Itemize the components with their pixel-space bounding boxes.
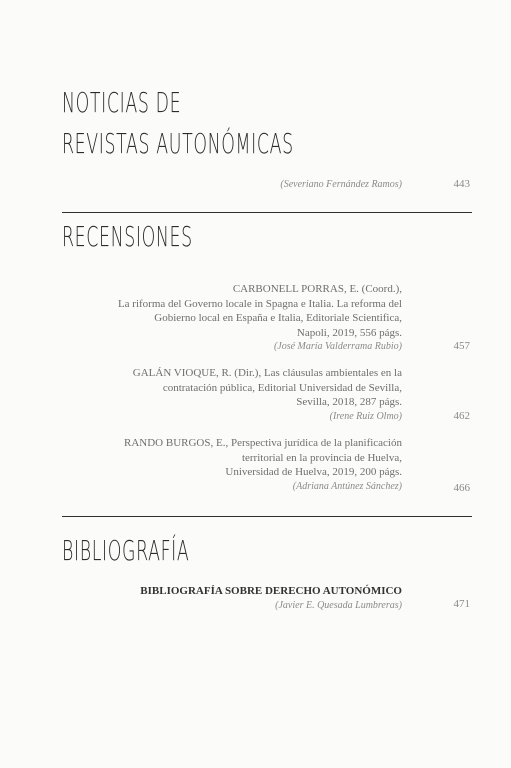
entry-line: territorial en la provincia de Huelva, [241,451,402,464]
entry-line: La riforma del Governo locale in Spagna e Italia. La reforma del [117,297,402,310]
entry-line: Sevilla, 2018, 287 págs. [296,396,402,408]
entry-author: (José María Valderrama Rubio) [273,341,402,352]
entry-line: GALÁN VIOQUE, R. (Dir.), Las cláusulas ambientales en la [132,367,402,379]
entry-line: RANDO BURGOS, E., Perspectiva jurídica de la planificación [124,437,402,449]
recension-entry [80,436,402,494]
entry-author: (Adriana Antúnez Sánchez) [292,480,402,492]
entry-author: (Irene Ruiz Olmo) [329,410,402,422]
entry-page-number: 462 [453,410,470,422]
entry-author: (Javier E. Quesada Lumbreras) [275,599,402,611]
recension-entry [80,366,402,424]
entry-line: contratación pública, Editorial Universidad de Sevilla, [162,381,402,394]
section-title-noticias-line1: NOTICIAS DE [62,86,182,119]
section-title-bibliografia: BIBLIOGRAFÍA [62,534,190,567]
entry-author: (Severiano Fernández Ramos) [280,179,402,190]
entry-page-number: 466 [453,482,470,494]
entry-line: Universidad de Huelva, 2019, 200 págs. [225,466,402,478]
noticias-entry [200,178,402,193]
entry-page-number: 443 [453,178,470,190]
entry-page-number: 457 [453,340,470,352]
section-title-recensiones: RECENSIONES [62,220,193,253]
bibliografia-entry [80,584,402,613]
section-title-noticias-line2: REVISTAS AUTONÓMICAS [62,127,294,160]
section-divider [62,516,472,517]
entry-line: CARBONELL PORRAS, E. (Coord.), [232,283,402,295]
recension-entry [80,282,402,355]
entry-line: Gobierno local en España e Italia, Editoriale Scientifica, [154,312,402,324]
entry-line: Napoli, 2019, 556 págs. [296,326,402,339]
entry-page-number: 471 [453,598,470,610]
entry-title: BIBLIOGRAFÍA SOBRE DERECHO AUTONÓMICO [140,585,402,597]
section-divider [62,212,472,213]
